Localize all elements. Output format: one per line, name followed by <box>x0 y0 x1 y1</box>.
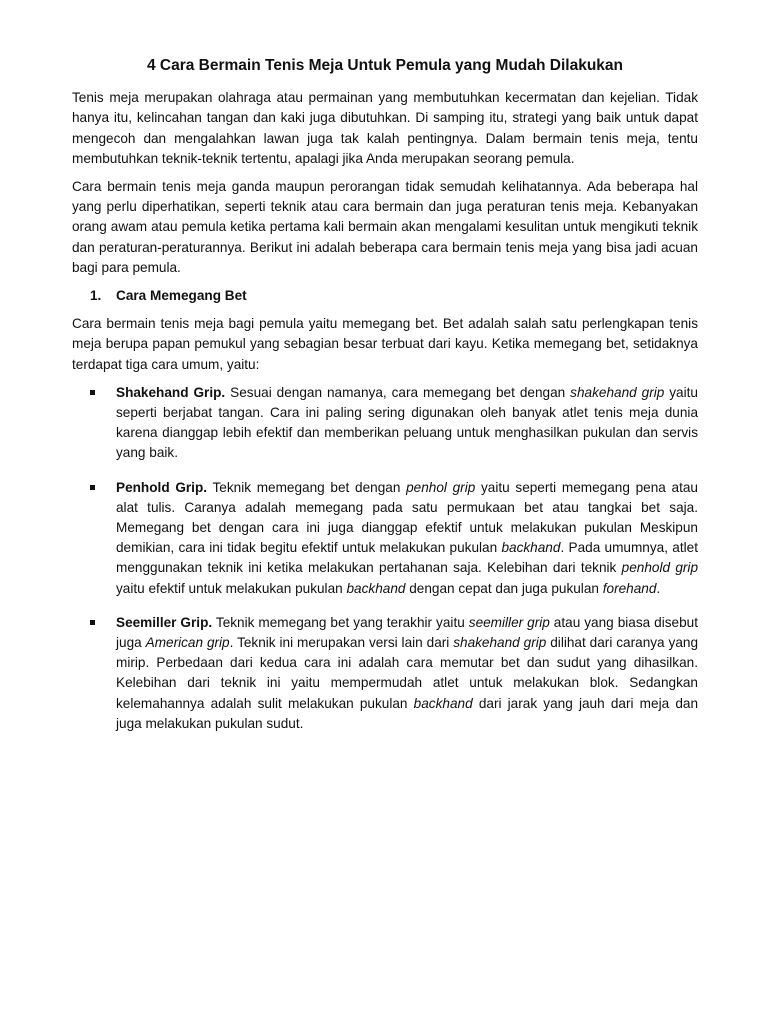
text-run: dengan cepat dan juga pukulan <box>405 580 603 596</box>
text-run: Teknik memegang bet yang terakhir yaitu <box>212 614 469 630</box>
list-item <box>72 478 698 599</box>
section-paragraph: Cara bermain tenis meja bagi pemula yaitu memegang bet. Bet adalah salah satu perlengkapan tenis meja berupa papan pemukul yang sebagian besar terbuat dari kayu. Ketika memegang bet, setidaknya terdapat tiga cara umum, yaitu: <box>72 316 698 372</box>
text-run: Teknik memegang bet dengan <box>207 479 407 495</box>
square-bullet-icon <box>90 390 95 395</box>
grip-name: Penhold Grip. <box>116 479 208 495</box>
square-bullet-icon <box>90 620 95 625</box>
text-run: dilihat dari caranya yang mirip. Perbedaan dari kedua cara ini adalah cara memutar bet dan sudut yang dihasilkan. Kelebihan dari teknik ini yaitu mempermudah atlet untuk melakukan blok. Sedangkan kelemahannya adalah sulit melakukan pukulan <box>116 635 699 711</box>
text-run: . <box>656 580 661 596</box>
grip-name: Seemiller Grip. <box>116 614 213 630</box>
italic-term: seemiller grip <box>468 614 550 630</box>
italic-term: penhol grip <box>406 479 476 495</box>
italic-term: shakehand grip <box>453 635 547 651</box>
list-item <box>72 383 698 464</box>
text-run: . Teknik ini merupakan versi lain dari <box>229 635 454 651</box>
intro-paragraph: Cara bermain tenis meja ganda maupun perorangan tidak semudah kelihatannya. Ada beberapa hal yang perlu diperhatikan, seperti teknik atau cara bermain dan juga peraturan tenis meja. Kebanyakan orang awam atau pemula ketika pertama kali bermain akan mengalami kesulitan untuk mengikuti teknik dan peraturan-peraturannya. Berikut ini adalah beberapa cara bermain tenis meja yang bisa jadi acuan bagi para pemula. <box>72 179 698 275</box>
italic-term: American grip <box>145 635 230 651</box>
italic-term: forehand <box>602 580 657 596</box>
text-run: atau yang biasa disebut juga <box>116 614 699 651</box>
grip-list <box>72 383 698 734</box>
section-heading-text: Cara Memegang Bet <box>116 288 247 304</box>
italic-term: backhand <box>346 580 406 596</box>
italic-term: shakehand grip <box>570 384 665 400</box>
text-run: yaitu seperti memegang pena atau alat tulis. Caranya adalah memegang pada satu permukaan bet atau tangkai bet saja. Memegang bet dengan cara ini juga dianggap efektif untuk melakukan pukulan Meskipun demikian, cara ini tidak begitu efektif untuk melakukan pukulan <box>116 479 698 556</box>
document-page <box>72 56 698 748</box>
text-run: yaitu efektif untuk melakukan pukulan <box>116 580 347 596</box>
grip-name: Shakehand Grip. <box>116 384 226 400</box>
text-run: dari jarak yang jauh dari meja dan juga melakukan pukulan sudut. <box>116 695 699 731</box>
text-run: Sesuai dengan namanya, cara memegang bet dengan <box>225 384 571 400</box>
square-bullet-icon <box>90 485 95 490</box>
text-run: . Pada umumnya, atlet menggunakan teknik ini ketika melakukan pertahanan saja. Kelebihan dari teknik <box>116 540 698 576</box>
page-title: 4 Cara Bermain Tenis Meja Untuk Pemula yang Mudah Dilakukan <box>146 57 624 74</box>
section-heading <box>72 286 698 306</box>
text-run: yaitu seperti berjabat tangan. Cara ini paling sering digunakan oleh banyak atlet tenis meja dunia karena dianggap lebih efektif dan memberikan peluang untuk menghasilkan pukulan dan servis yang baik. <box>116 384 698 461</box>
intro-paragraph: Tenis meja merupakan olahraga atau permainan yang membutuhkan kecermatan dan kejelian. Tidak hanya itu, kelincahan tangan dan kaki juga dibutuhkan. Di samping itu, strategi yang baik untuk dapat mengecoh dan mengalahkan lawan juga tak kalah pentingnya. Dalam bermain tenis meja, tentu membutuhkan teknik-teknik tertentu, apalagi jika Anda merupakan seorang pemula. <box>72 90 698 166</box>
list-item <box>72 613 698 734</box>
section-number: 1. <box>90 288 102 304</box>
italic-term: backhand <box>413 695 473 711</box>
italic-term: backhand <box>501 540 561 556</box>
italic-term: penhold grip <box>621 560 699 576</box>
